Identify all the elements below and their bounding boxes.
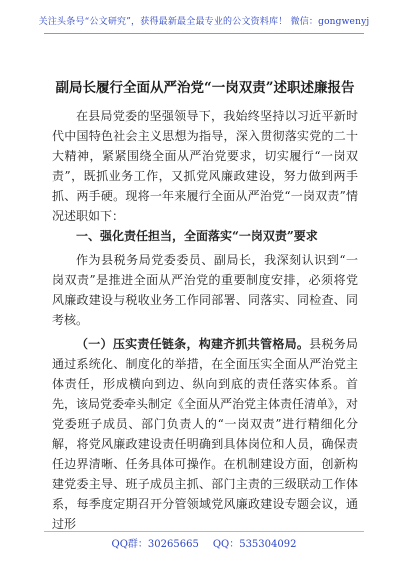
document-title: 副局长履行全面从严治党“一岗双责”述职述廉报告 <box>55 80 355 96</box>
header-divider <box>44 33 364 34</box>
footer-divider <box>44 531 364 532</box>
document-body <box>52 76 358 534</box>
section-1-paragraph: 作为县税务局党委委员、副局长，我深刻认识到“一岗双责”是推进全面从严治党的重要制度安排，必须将党风廉政建设与税收业务工作同部署、同落实、同检查、同考核。 <box>52 253 358 327</box>
section-1-heading: 一、强化责任担当，全面落实“一岗双责”要求 <box>76 229 318 243</box>
subsection-1-paragraph <box>52 334 358 534</box>
subsection-1-text: 县税务局通过系统化、制度化的举措，在全面压实全面从严治党主体责任，形成横向到边、纵向到底的责任落实体系。首先，该局党委牵头制定《全面从严治党主体责任清单》，对党委班子成员、部门负责人的“一岗双责”进行精细化分解，将党风廉政建设责任明确到具体岗位和人员，确保责任边界清晰、任务具体可操作。在机制建设方面，创新构建党委主导、班子成员主抓、部门主责的三级联动工作体系，每季度定期召开分管领域党风廉政建设专题会议，通过形 <box>52 337 359 531</box>
contact-footer <box>0 535 408 550</box>
intro-paragraph: 在县局党委的坚强领导下，我始终坚持以习近平新时代中国特色社会主义思想为指导，深入贯彻落实党的二十大精神，紧紧围绕全面从严治党要求，切实履行“一岗双责”，既抓业务工作，又抓党风廉政建设，努力做到两手抓、两手硬。现将一年来履行全面从严治党“一岗双责”情况述职如下： <box>52 109 358 223</box>
qq-group: QQ群：30265665 <box>111 539 199 550</box>
subsection-1-heading: （一）压实责任链条，构建齐抓共管格局。 <box>76 337 310 351</box>
qq-number: QQ：535304092 <box>212 539 297 550</box>
promo-header: 关注头条号“公文研究”，获得最新最全最专业的公文资料库！ 微信：gongwenyj <box>38 17 370 27</box>
